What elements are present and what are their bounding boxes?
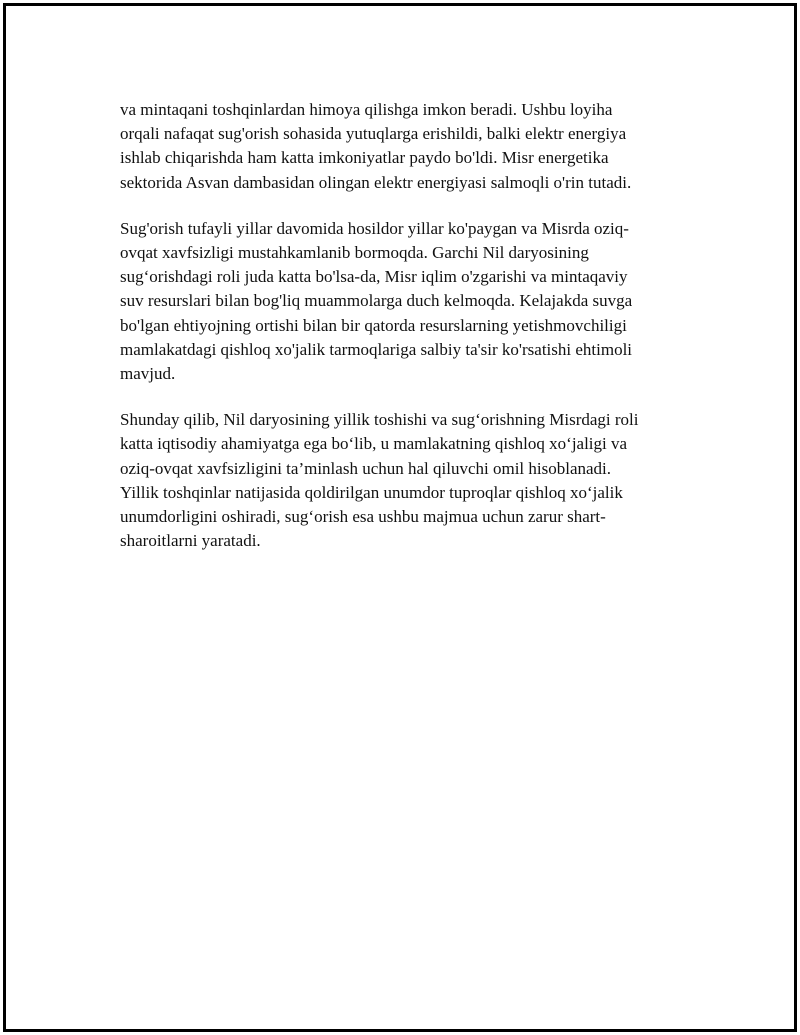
paragraph-2: Sug'orish tufayli yillar davomida hosildor yillar ko'paygan va Misrda oziq- ovqat xavfsizligi mustahkamlanib bormoqda. Garchi Nil daryosining sug‘orishdagi roli juda katta bo'lsa-da, Misr iqlim o'zgarishi va mintaqaviy suv resurslari bilan bog'liq muammolarga duch kelmoqda. Kelajakda suvga bo'lgan ehtiyojning ortishi bilan bir qatorda resurslarning yetishmovchiligi mamlakatdagi qishloq xo'jalik tarmoqlariga salbiy ta'sir ko'rsatishi ehtimoli mavjud. xyxy=(120,218,633,384)
paragraph-3: Shunday qilib, Nil daryosining yillik toshishi va sug‘orishning Misrdagi roli katta iqtisodiy ahamiyatga ega bo‘lib, u mamlakatning qishloq xo‘jaligi va oziq-ovqat xavfsizligini ta’minlash uchun hal qiluvchi omil hisoblanadi. Yillik toshqinlar natijasida qoldirilgan unumdor tuproqlar qishloq xo‘jalik unumdorligini oshiradi, sug‘orish esa ushbu majmua uchun zarur shart- sharoitlarni yaratadi. xyxy=(120,410,639,551)
document-body xyxy=(120,98,700,575)
document-page xyxy=(3,3,797,1032)
paragraph-1: va mintaqani toshqinlardan himoya qilishga imkon beradi. Ushbu loyiha orqali nafaqat sug'orish sohasida yutuqlarga erishildi, balki elektr energiya ishlab chiqarishda ham katta imkoniyatlar paydo bo'ldi. Misr energetika sektorida Asvan dambasidan olingan elektr energiyasi salmoqli o'rin tutadi. xyxy=(120,100,632,192)
